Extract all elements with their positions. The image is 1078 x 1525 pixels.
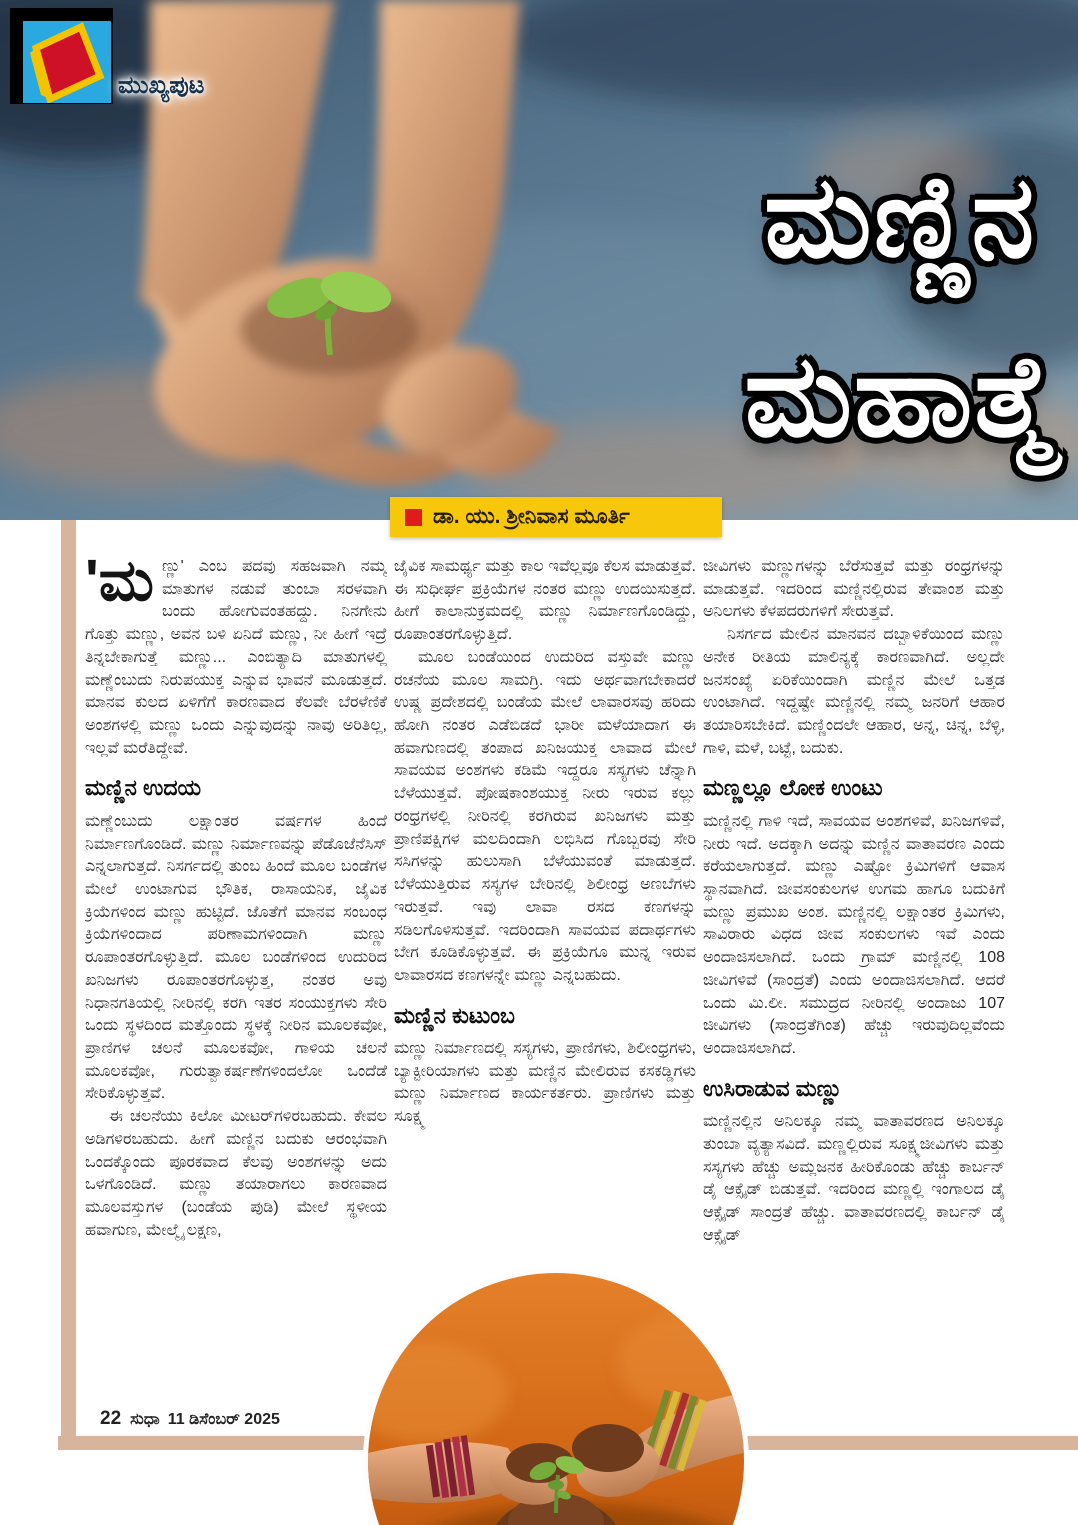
page-frame-vertical (61, 520, 76, 1449)
hero-photo (0, 0, 1078, 520)
article-paragraph: ಮೂಲ ಬಂಡೆಯಿಂದ ಉದುರಿದ ವಸ್ತುವೇ ಮಣ್ಣು ರಚನೆಯ ಮೂಲ ಸಾಮಗ್ರಿ. ಇದು ಅರ್ಥವಾಗಬೇಕಾದರೆ ಉಷ್ಣ ಪ್ರದೇಶದಲ್ಲಿ ಬಂಡೆಯ ಮೇಲೆ ಲಾವಾರಸವು ಹರಿದು ಹೋಗಿ ನಂತರ ಎಡೆಬಿಡದೆ ಭಾರೀ ಮಳೆಯಾದಾಗ ಈ ಹವಾಗುಣದಲ್ಲಿ ತಂಪಾದ ಖನಿಜಯುಕ್ತ ಲಾವಾದ ಮೇಲೆ ಸಾವಯವ ಅಂಶಗಳು ಕಡಿಮೆ ಇದ್ದರೂ ಸಸ್ಯಗಳು ಚೆನ್ನಾಗಿ ಬೆಳೆಯುತ್ತವೆ. ಪೋಷಕಾಂಶಯುಕ್ತ ನೀರು ಇರುವ ಕಲ್ಲು ರಂಧ್ರಗಳಲ್ಲಿ ನೀರಿನಲ್ಲಿ ಕರಗಿರುವ ಖನಿಜಗಳು ಮತ್ತು ಪ್ರಾಣಿಪಕ್ಷಿಗಳ ಮಲದಿಂದಾಗಿ ಲಭಿಸಿದ ಗೊಬ್ಬರವು ಸೇರಿ ಸಸಿಗಳನ್ನು ಹುಲುಸಾಗಿ ಬೆಳೆಯುವಂತೆ ಮಾಡುತ್ತದೆ. ಬೆಳೆಯುತ್ತಿರುವ ಸಸ್ಯಗಳ ಬೇರಿನಲ್ಲಿ ಶಿಲೀಂಧ್ರ ಅಣಬೆಗಳು ಇರುತ್ತವೆ. ಇವು ಲಾವಾ ರಸದ ಕಣಗಳನ್ನು ಸಡಿಲಗೊಳಿಸುತ್ತವೆ. ಇದರಿಂದಾಗಿ ಸಾವಯವ ಪದಾರ್ಥಗಳು ಬೇಗ ಕೂಡಿಕೊಳ್ಳುತ್ತವೆ. ಈ ಪ್ರಕ್ರಿಯೆಗೂ ಮುನ್ನ ಇರುವ ಲಾವಾರಸದ ಕಣಗಳನ್ನೇ ಮಣ್ಣು ಎನ್ನಬಹುದು. (394, 648, 696, 984)
section-heading: ಮಣ್ಣಿನ ಉದಯ (85, 775, 202, 801)
section-heading: ಮಣ್ಣಲ್ಲೂ ಲೋಕ ಉಂಟು (703, 775, 883, 801)
article-paragraph: ಜೀವಿಗಳು ಮಣ್ಣುಗಳನ್ನು ಬೆರೆಸುತ್ತವೆ ಮತ್ತು ರಂಧ್ರಗಳನ್ನು ಮಾಡುತ್ತವೆ. ಇದರಿಂದ ಮಣ್ಣಿನಲ್ಲಿರುವ ತೇವಾಂಶ ಮತ್ತು ಅನಿಲಗಳು ಕೆಳಪದರುಗಳಿಗೆ ಸೇರುತ್ತವೆ. (703, 558, 1005, 621)
article-title (745, 128, 1056, 485)
open-book-icon (23, 21, 111, 103)
article-paragraph: ಮಣ್ಣು ನಿರ್ಮಾಣದಲ್ಲಿ ಸಸ್ಯಗಳು, ಪ್ರಾಣಿಗಳು, ಶಿಲೀಂಧ್ರಗಳು, ಬ್ಯಾಕ್ಟೀರಿಯಾಗಳು ಮತ್ತು ಮಣ್ಣಿನ ಮೇಲಿರುವ ಕಸಕಡ್ಡಿಗಳು ಮಣ್ಣು ನಿರ್ಮಾಣದ ಕಾರ್ಯಕರ್ತರು. ಪ್ರಾಣಿಗಳು ಮತ್ತು ಸೂಕ್ಷ್ಮ (394, 1040, 696, 1126)
section-kicker: ಮುಖ್ಯಪುಟ (118, 72, 205, 99)
byline-bar (390, 497, 722, 537)
article-paragraph: ಮಣ್ಣಿನಲ್ಲಿನ ಅನಿಲಕ್ಕೂ ನಮ್ಮ ವಾತಾವರಣದ ಅನಿಲಕ್ಕೂ ತುಂಬಾ ವ್ಯತ್ಯಾಸವಿದೆ. ಮಣ್ಣಲ್ಲಿರುವ ಸೂಕ್ಷ್ಮಜೀವಿಗಳು ಮತ್ತು ಸಸ್ಯಗಳು ಹೆಚ್ಚು ಅಮ್ಲಜನಕ ಹೀರಿಕೊಂಡು ಹೆಚ್ಚು ಕಾರ್ಬನ್ ಡೈ ಆಕ್ಸೈಡ್ ಬಿಡುತ್ತವೆ. ಇದರಿಂದ ಮಣ್ಣಲ್ಲಿ ಇಂಗಾಲದ ಡೈ ಆಕ್ಸೈಡ್ ಸಾಂದ್ರತೆ ಹೆಚ್ಚು. ವಾತಾವರಣದಲ್ಲಿ ಕಾರ್ಬನ್ ಡೈ ಆಕ್ಸೈಡ್ (703, 1113, 1005, 1244)
article-column-2 (394, 556, 696, 1270)
soil-planting-art (368, 1273, 744, 1525)
page-footer (100, 1408, 280, 1430)
soil-planting-photo (368, 1273, 744, 1525)
issue-date: 11 ಡಿಸೆಂಬರ್ 2025 (167, 1411, 280, 1428)
article-paragraph: ಈ ಚಲನೆಯು ಕಿಲೋ ಮೀಟರ್‌ಗಳಿರಬಹುದು. ಕೇವಲ ಅಡಿಗಳಿರಬಹುದು. ಹೀಗೆ ಮಣ್ಣಿನ ಬದುಕು ಆರಂಭವಾಗಿ ಒಂದಕ್ಕೊಂದು ಪೂರಕವಾದ ಕೆಲವು ಅಂಶಗಳನ್ನು ಅದು ಒಳಗೊಂಡಿದೆ. ಮಣ್ಣು ತಯಾರಾಗಲು ಕಾರಣವಾದ ಮೂಲವಸ್ತುಗಳ (ಬಂಡೆಯ ಪುಡಿ) ಮೇಲೆ ಸ್ಥಳೀಯ ಹವಾಗುಣ, ಮೇಲ್ಮೈ ಲಕ್ಷಣ, (85, 1108, 387, 1239)
article-paragraph: ಜೈವಿಕ ಸಾಮರ್ಥ್ಯ ಮತ್ತು ಕಾಲ ಇವೆಲ್ಲವೂ ಕೆಲಸ ಮಾಡುತ್ತವೆ. ಈ ಸುಧೀರ್ಘ ಪ್ರಕ್ರಿಯೆಗಳ ನಂತರ ಮಣ್ಣು ಉದಯಿಸುತ್ತದೆ. ಹೀಗೆ ಕಾಲಾನುಕ್ರಮದಲ್ಲಿ ಮಣ್ಣು ನಿರ್ಮಾಣಗೊಂಡಿದ್ದು, ರೂಪಾಂತರಗೊಳ್ಳುತ್ತಿದೆ. (394, 558, 696, 644)
page-number: 22 (100, 1408, 122, 1429)
article-paragraph: ಮಣ್ಣೆಂಬುದು ಲಕ್ಷಾಂತರ ವರ್ಷಗಳ ಹಿಂದೆ ನಿರ್ಮಾಣಗೊಂಡಿದೆ. ಮಣ್ಣು ನಿರ್ಮಾಣವನ್ನು ಪೆಡೊಜೆನೆಸಿಸ್ ಎನ್ನಲಾಗುತ್ತದೆ. ನಿಸರ್ಗದಲ್ಲಿ ತುಂಬ ಹಿಂದೆ ಮೂಲ ಬಂಡೆಗಳ ಮೇಲೆ ಉಂಟಾಗುವ ಭೌತಿಕ, ರಾಸಾಯನಿಕ, ಜೈವಿಕ ಕ್ರಿಯೆಗಳಿಂದ ಮಣ್ಣು ಹುಟ್ಟಿದೆ. ಜೊತೆಗೆ ಮಾನವ ಸಂಬಂಧ ಕ್ರಿಯೆಗಳಿಂದಾದ ಪರಿಣಾಮಗಳಿಂದಾಗಿ ಮಣ್ಣು ರೂಪಾಂತರಗೊಳ್ಳುತ್ತಿದೆ. ಮೂಲ ಬಂಡೆಗಳಿಂದ ಉದುರಿದ ಖನಿಜಗಳು ರೂಪಾಂತರಗೊಳ್ಳುತ್ತ, ನಂತರ ಅವು ನಿಧಾನಗತಿಯಲ್ಲಿ ನೀರಿನಲ್ಲಿ ಕರಗಿ ಇತರ ಸಂಯುಕ್ತಗಳು ಸೇರಿ ಒಂದು ಸ್ಥಳದಿಂದ ಮತ್ತೊಂದು ಸ್ಥಳಕ್ಕೆ ನೀರಿನ ಮೂಲಕವೋ, ಪ್ರಾಣಿಗಳ ಚಲನೆ ಮೂಲಕವೋ, ಗಾಳಿಯ ಚಲನೆ ಮೂಲಕವೋ, ಗುರುತ್ವಾಕರ್ಷಣೆಗಳಿಂದಲೋ ಒಂದೆಡೆ ಸೇರಿಕೊಳ್ಳುತ್ತವೆ. (85, 812, 387, 1103)
section-heading: ಮಣ್ಣಿನ ಕುಟುಂಬ (394, 1002, 515, 1028)
article-paragraph: 'ಮಣ್ಣು' ಎಂಬ ಪದವು ಸಹಜವಾಗಿ ನಮ್ಮ ಮಾತುಗಳ ನಡುವೆ ತುಂಬಾ ಸರಳವಾಗಿ ಬಂದು ಹೋಗುವಂತಹದ್ದು. ನಿನಗೇನು ಗೊತ್ತು ಮಣ್ಣು, ಅವನ ಬಳಿ ಏನಿದೆ ಮಣ್ಣು, ನೀ ಹೀಗೆ ಇದ್ರೆ ತಿನ್ನಬೇಕಾಗುತ್ತೆ ಮಣ್ಣು... ಎಂಬಿತ್ಯಾದಿ ಮಾತುಗಳಲ್ಲಿ ಮಣ್ಣೆಂಬುದು ನಿರುಪಯುಕ್ತ ಎನ್ನುವ ಭಾವನೆ ಮೂಡುತ್ತದೆ. ಮಾನವ ಕುಲದ ಏಳಿಗೆಗೆ ಕಾರಣವಾದ ಕೆಲವೇ ಬೆರಳೆಣಿಕೆ ಅಂಶಗಳಲ್ಲಿ ಮಣ್ಣು ಒಂದು ಎನ್ನುವುದನ್ನು ನಾವು ಅರಿತಿಲ್ಲ, ಇಲ್ಲವೆ ಮರೆತಿದ್ದೇವೆ. (85, 556, 387, 757)
section-heading: ಉಸಿರಾಡುವ ಮಣ್ಣು (703, 1075, 843, 1101)
magazine-name: ಸುಧಾ (130, 1411, 160, 1428)
author-name: ಡಾ. ಯು. ಶ್ರೀನಿವಾಸ ಮೂರ್ತಿ (433, 505, 630, 528)
article-column-3 (703, 556, 1005, 1438)
drop-cap: 'ಮ (85, 556, 154, 613)
article-column-1 (85, 556, 387, 1412)
article-title-line2: ಮಹಾತ್ಮೆ (744, 332, 1056, 459)
article-paragraph: ಮಣ್ಣಿನಲ್ಲಿ ಗಾಳಿ ಇದೆ, ಸಾವಯವ ಅಂಶಗಳಿವೆ, ಖನಿಜಗಳಿವೆ, ನೀರು ಇದೆ. ಅದಕ್ಕಾಗಿ ಅದನ್ನು ಮಣ್ಣಿನ ವಾತಾವರಣ ಎಂದು ಕರೆಯಲಾಗುತ್ತದೆ. ಮಣ್ಣು ಎಷ್ಟೋ ಕ್ರಿಮಿಗಳಿಗೆ ಆವಾಸ ಸ್ಥಾನವಾಗಿದೆ. ಜೀವಸಂಕುಲಗಳ ಉಗಮ ಹಾಗೂ ಬದುಕಿಗೆ ಮಣ್ಣು ಪ್ರಮುಖ ಅಂಶ. ಮಣ್ಣಿನಲ್ಲಿ ಲಕ್ಷಾಂತರ ಕ್ರಿಮಿಗಳು, ಸಾವಿರಾರು ವಿಧದ ಜೀವ ಸಂಕುಲಗಳು ಇವೆ ಎಂದು ಅಂದಾಜಿಸಲಾಗಿದೆ. ಒಂದು ಗ್ರಾಮ್ ಮಣ್ಣಿನಲ್ಲಿ 108 ಜೀವಿಗಳಿವೆ (ಸಾಂದ್ರತೆ) ಎಂದು ಅಂದಾಜಿಸಲಾಗಿದೆ. ಆದರೆ ಒಂದು ಮಿ.ಲೀ. ಸಮುದ್ರದ ನೀರಿನಲ್ಲಿ ಅಂದಾಜು 107 ಜೀವಿಗಳು (ಸಾಂದ್ರತೆಗಿಂತ) ಹೆಚ್ಚು ಇರುವುದಿಲ್ಲವೆಂದು ಅಂದಾಜಿಸಲಾಗಿದೆ. (703, 812, 1005, 1058)
magazine-logo (10, 8, 113, 104)
article-paragraph: ನಿಸರ್ಗದ ಮೇಲಿನ ಮಾನವನ ದಬ್ಬಾಳಿಕೆಯಿಂದ ಮಣ್ಣು ಅನೇಕ ರೀತಿಯ ಮಾಲಿನ್ಯಕ್ಕೆ ಕಾರಣವಾಗಿದೆ. ಅಲ್ಲದೇ ಜನಸಂಖ್ಯೆ ಏರಿಕೆಯಿಂದಾಗಿ ಮಣ್ಣಿನ ಮೇಲೆ ಒತ್ತಡ ಉಂಟಾಗಿದೆ. ಇದ್ದಷ್ಟೇ ಮಣ್ಣಿನಲ್ಲಿ ನಮ್ಮ ಜನರಿಗೆ ಆಹಾರ ತಯಾರಿಸಬೇಕಿದೆ. ಮಣ್ಣಿಂದಲೇ ಆಹಾರ, ಅನ್ನ, ಚಿನ್ನ, ಬೆಳ್ಳಿ, ಗಾಳಿ, ಮಳೆ, ಬಟ್ಟೆ, ಬದುಕು. (703, 626, 1005, 757)
byline-bullet-icon (405, 509, 422, 526)
article-title-line1: ಮಣ್ಣಿನ (764, 154, 1037, 280)
